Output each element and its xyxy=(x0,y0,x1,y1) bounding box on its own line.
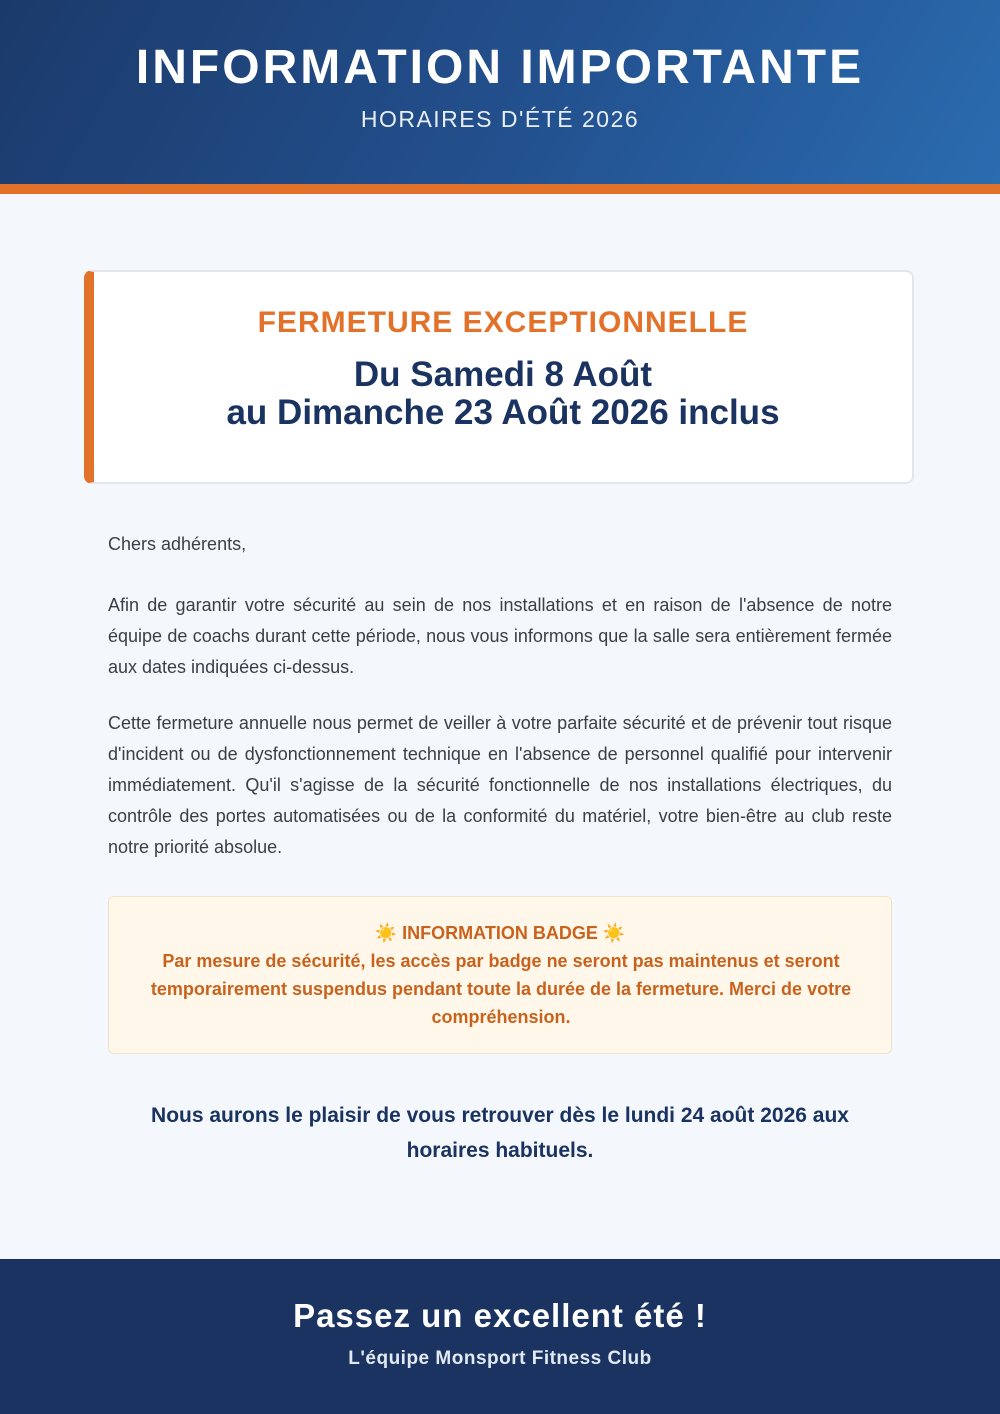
footer-signature: L'équipe Monsport Fitness Club xyxy=(348,1348,652,1369)
badge-notice-title: INFORMATION BADGE xyxy=(402,923,598,943)
paragraph-intro: Afin de garantir votre sécurité au sein de nos installations et en raison de l'absence de notre équipe de coachs durant cette période, nous vous informons que la salle sera entièrement fermée aux dates indiquées ci-dessus. xyxy=(108,595,892,677)
greeting: Chers adhérents, xyxy=(108,534,247,554)
badge-notice-heading xyxy=(109,919,891,947)
page-title: INFORMATION IMPORTANTE xyxy=(135,41,865,94)
footer-banner xyxy=(0,1259,1000,1414)
closure-card xyxy=(84,270,914,484)
page-subtitle: HORAIRES D'ÉTÉ 2026 xyxy=(360,106,640,132)
closure-label: FERMETURE EXCEPTIONNELLE xyxy=(257,306,749,339)
sun-icon: ☀️ xyxy=(374,923,398,943)
header-accent-stripe xyxy=(0,184,1000,194)
footer-title: Passez un excellent été ! xyxy=(293,1297,707,1334)
closure-dates xyxy=(94,356,912,432)
closure-date-line-2: au Dimanche 23 Août 2026 inclus xyxy=(226,393,780,432)
badge-notice-text: Par mesure de sécurité, les accès par badge ne seront pas maintenus et seront temporairement suspendus pendant toute la durée de la fermeture. Merci de votre compréhension. xyxy=(150,951,852,1027)
reopening-message: Nous aurons le plaisir de vous retrouver dès le lundi 24 août 2026 aux horaires habituels. xyxy=(151,1104,849,1162)
badge-notice-box xyxy=(108,896,892,1054)
header-banner xyxy=(0,0,1000,184)
closure-date-line-1: Du Samedi 8 Août xyxy=(353,355,653,394)
paragraph-details: Cette fermeture annuelle nous permet de veiller à votre parfaite sécurité et de prévenir tout risque d'incident ou de dysfonctionnement technique en l'absence de personnel qualifié pour intervenir immédiatement. Qu'il s'agisse de la sécurité fonctionnelle de nos installations électriques, du contrôle des portes automatisées ou de la conformité du matériel, votre bien-être au club reste notre priorité absolue. xyxy=(108,713,892,857)
sun-icon: ☀️ xyxy=(602,923,626,943)
